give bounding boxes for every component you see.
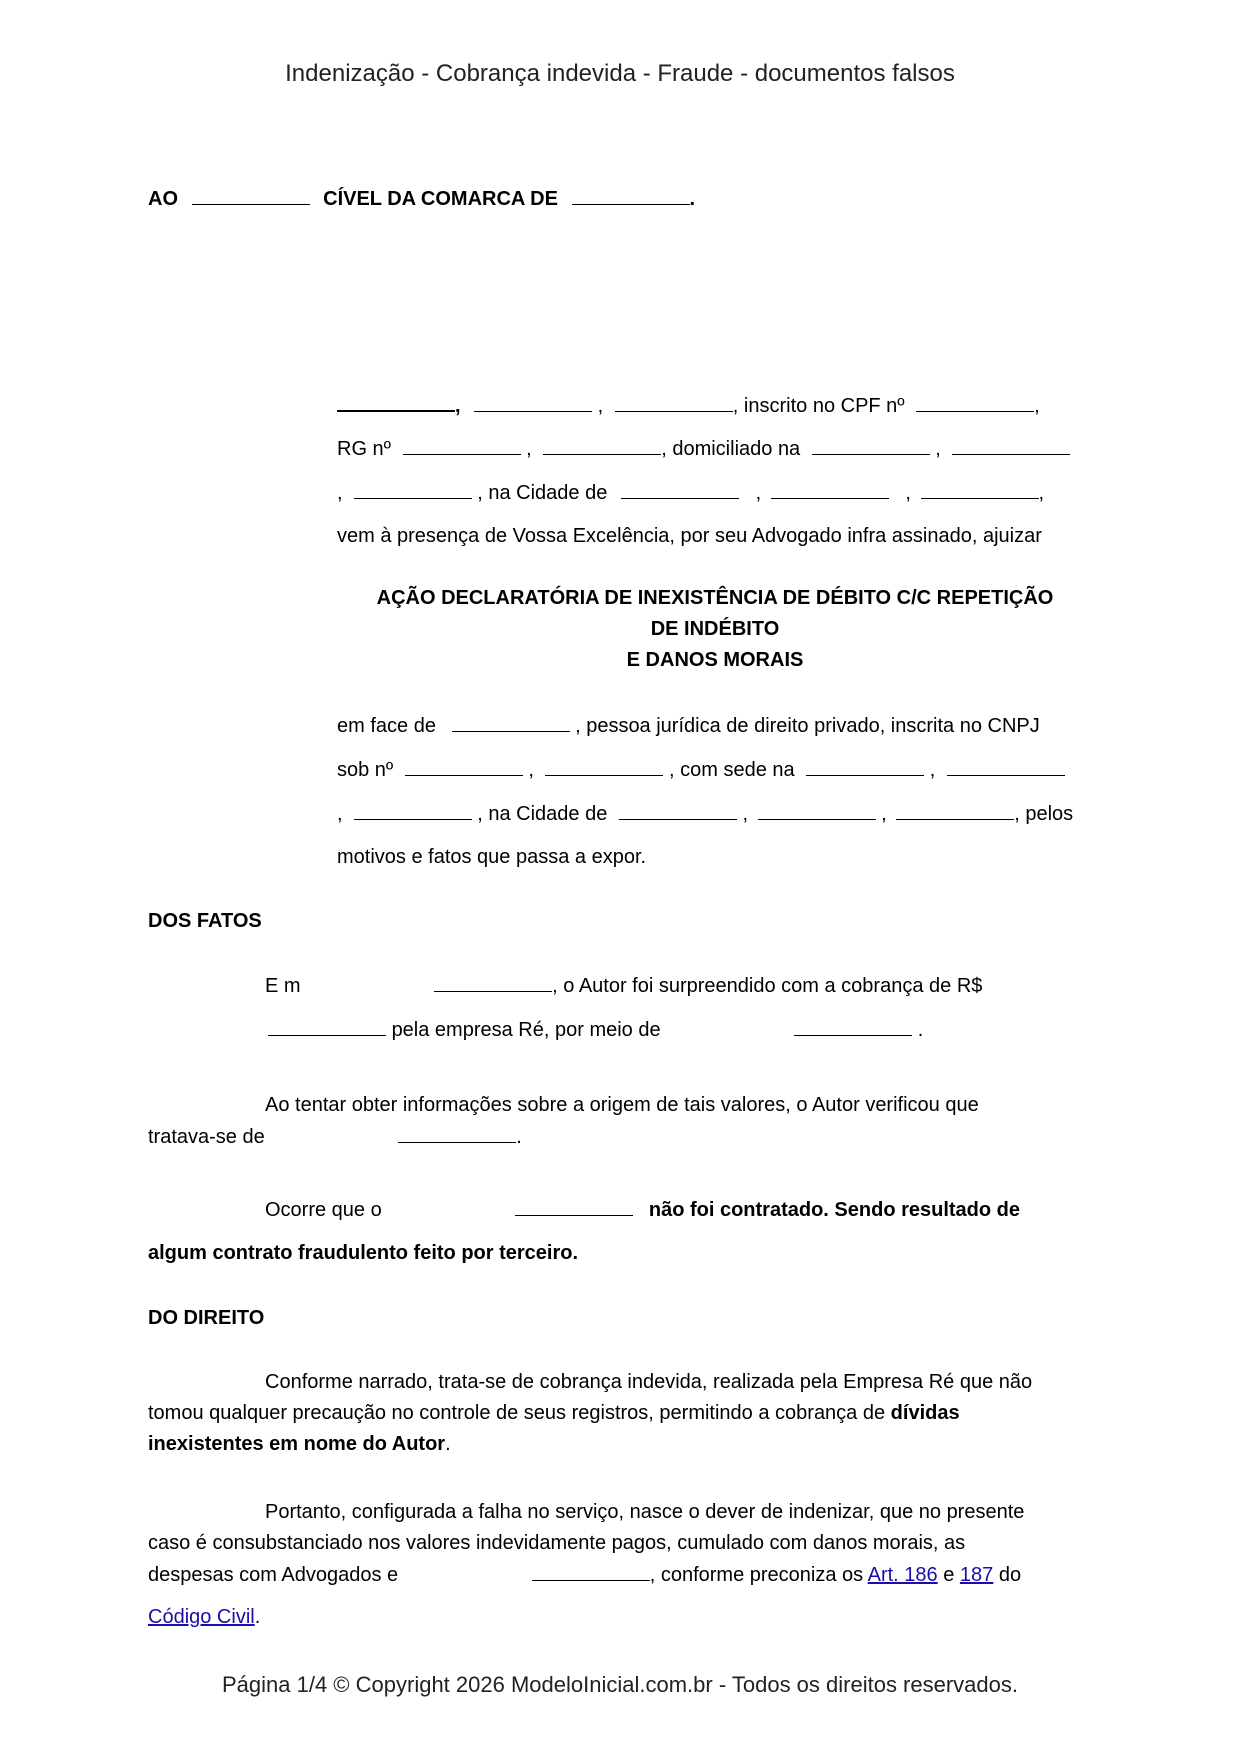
- direito-p1-line-3: inexistentes em nome do Autor.: [148, 1433, 451, 1455]
- blank-field[interactable]: [532, 1562, 650, 1581]
- blank-field[interactable]: [403, 436, 521, 455]
- acao-title-line-1: AÇÃO DECLARATÓRIA DE INEXISTÊNCIA DE DÉBITO C/C REPETIÇÃO: [376, 587, 1054, 609]
- em-face-label: em face de: [337, 715, 436, 737]
- address-civel: CÍVEL DA COMARCA DE: [323, 188, 558, 210]
- pelos-text: , pelos: [1014, 803, 1074, 825]
- blank-field[interactable]: [398, 1124, 516, 1143]
- page-header-title: Indenização - Cobrança indevida - Fraude - documentos falsos: [285, 60, 955, 87]
- reu-line-1: [337, 713, 1040, 738]
- conforme-preconiza-text: , conforme preconiza os: [649, 1564, 864, 1586]
- blank-field[interactable]: [758, 801, 876, 820]
- blank-field[interactable]: [545, 757, 663, 776]
- blank-field[interactable]: [474, 393, 592, 412]
- pessoa-juridica-text: , pessoa jurídica de direito privado, inscrita no CNPJ: [575, 715, 1040, 737]
- blank-field[interactable]: [619, 801, 737, 820]
- direito-p1-line-1: Conforme narrado, trata-se de cobrança indevida, realizada pela Empresa Ré que não: [265, 1371, 1033, 1393]
- blank-field[interactable]: [621, 480, 739, 499]
- address-line: [148, 186, 695, 211]
- domiciliado-label: , domiciliado na: [661, 438, 801, 460]
- blank-field[interactable]: [192, 186, 310, 205]
- ocorre-text: Ocorre que o: [265, 1199, 382, 1221]
- link-art-186[interactable]: Art. 186: [867, 1564, 938, 1586]
- dividas-bold-text: dívidas: [890, 1402, 960, 1424]
- fatos-line-1: [265, 973, 982, 998]
- blank-field[interactable]: [337, 392, 455, 412]
- nao-foi-contratado-text: não foi contratado. Sendo resultado de: [648, 1199, 1021, 1221]
- address-ao: AO: [148, 188, 178, 210]
- page-footer: Página 1/4 © Copyright 2026 ModeloInicial.com.br - Todos os direitos reservados.: [222, 1672, 1018, 1697]
- qualificacao-line-2: RG nº , , domiciliado na ,: [337, 436, 1070, 461]
- blank-field[interactable]: [434, 973, 552, 992]
- link-codigo-civil[interactable]: Código Civil: [148, 1606, 255, 1628]
- blank-field[interactable]: [268, 1017, 386, 1036]
- na-cidade-label: , na Cidade de: [477, 482, 608, 504]
- blank-field[interactable]: [812, 436, 930, 455]
- blank-field[interactable]: [921, 480, 1039, 499]
- do-text: do: [998, 1564, 1022, 1586]
- direito-p1-line-2-text: tomou qualquer precaução no controle de seus registros, permitindo a cobrança de: [148, 1402, 886, 1424]
- acao-title-line-2: DE INDÉBITO: [650, 618, 780, 640]
- vem-presenca-text: vem à presença de Vossa Excelência, por seu Advogado infra assinado, ajuizar: [337, 525, 1042, 547]
- rg-label: RG nº: [337, 438, 391, 460]
- blank-field[interactable]: [896, 801, 1014, 820]
- inscrito-cpf-label: , inscrito no CPF nº: [732, 395, 905, 417]
- blank-field[interactable]: [515, 1197, 633, 1216]
- fatos-p2-line-1: Ao tentar obter informações sobre a origem de tais valores, o Autor verificou que: [265, 1094, 979, 1116]
- blank-field[interactable]: [354, 480, 472, 499]
- qualificacao-line-1: , , , inscrito no CPF nº ,: [337, 392, 1040, 418]
- acao-title-line-3: E DANOS MORAIS: [626, 649, 804, 671]
- em-label: E m: [265, 975, 301, 997]
- section-heading-fatos: DOS FATOS: [148, 910, 262, 932]
- blank-field[interactable]: [452, 713, 570, 732]
- pela-empresa-text: pela empresa Ré, por meio de: [391, 1019, 661, 1041]
- na-cidade-label: , na Cidade de: [477, 803, 608, 825]
- section-heading-direito: DO DIREITO: [148, 1307, 265, 1329]
- fatos-p2-line-2: tratava-se de .: [148, 1126, 522, 1148]
- acao-title: [337, 583, 1093, 676]
- reu-line-2: sob nº , , com sede na ,: [337, 757, 1065, 782]
- reu-line-3: , , na Cidade de , , , pelos: [337, 803, 1074, 825]
- blank-field[interactable]: [806, 757, 924, 776]
- fatos-ocorre-line: [265, 1197, 1020, 1222]
- blank-field[interactable]: [952, 436, 1070, 455]
- blank-field[interactable]: [354, 801, 472, 820]
- fatos-line-2: pela empresa Ré, por meio de .: [268, 1017, 923, 1042]
- direito-p2-line-1: Portanto, configurada a falha no serviço, nasce o dever de indenizar, que no presente: [265, 1501, 1025, 1523]
- direito-p2-line-4: Código Civil.: [148, 1606, 261, 1628]
- inexistentes-bold-text: inexistentes em nome do Autor: [148, 1433, 446, 1455]
- direito-p2-line-3: [148, 1562, 1021, 1587]
- direito-p1-line-2: [148, 1401, 960, 1425]
- blank-field[interactable]: [405, 757, 523, 776]
- blank-field[interactable]: [572, 186, 690, 205]
- blank-field[interactable]: [947, 757, 1065, 776]
- link-art-187[interactable]: 187: [959, 1564, 994, 1586]
- autor-surpreendido-text: , o Autor foi surpreendido com a cobrança de R$: [552, 975, 983, 997]
- blank-field[interactable]: [771, 480, 889, 499]
- com-sede-label: , com sede na: [669, 759, 795, 781]
- sob-label: sob nº: [337, 759, 394, 781]
- direito-p2-line-2: caso é consubstanciado nos valores indevidamente pagos, cumulado com danos morais, as: [148, 1532, 966, 1554]
- blank-field[interactable]: [794, 1017, 912, 1036]
- qualificacao-line-3: , , na Cidade de , , ,: [337, 482, 1045, 504]
- algum-contrato-text: algum contrato fraudulento feito por terceiro.: [148, 1242, 579, 1264]
- despesas-text: despesas com Advogados e: [148, 1564, 399, 1586]
- motivos-text: motivos e fatos que passa a expor.: [337, 846, 647, 868]
- e-conjunction: e: [943, 1564, 955, 1586]
- tratava-se-text: tratava-se de: [148, 1126, 265, 1148]
- blank-field[interactable]: [543, 436, 661, 455]
- blank-field[interactable]: [615, 393, 733, 412]
- blank-field[interactable]: [916, 393, 1034, 412]
- address-dot: .: [689, 188, 696, 210]
